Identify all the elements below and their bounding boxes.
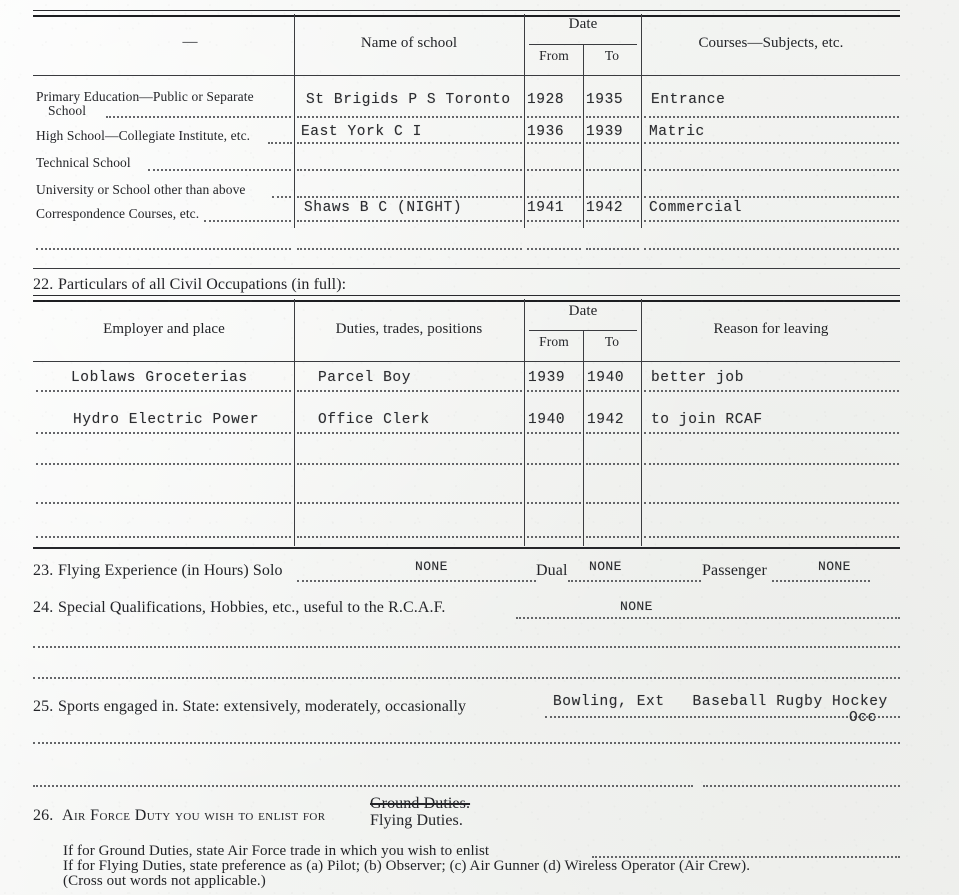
- occupations-value-row2-from: 1940: [528, 412, 566, 428]
- occupations-row5-dots-employer: [36, 536, 291, 538]
- education-table-bottom-rule: [33, 268, 900, 269]
- occupations-row3-dots-reason: [644, 463, 899, 465]
- occupations-row5-dots-reason: [644, 536, 899, 538]
- education-row-dots-primary-school: [297, 116, 522, 118]
- education-row-dots-university-courses: [644, 196, 899, 198]
- occupations-row3-dots-from: [527, 463, 581, 465]
- occupations-row4-dots-employer: [36, 502, 291, 504]
- occupations-date-group-rule: [529, 330, 637, 331]
- education-value-highschool-school: East York C I: [301, 124, 422, 140]
- education-row-dots-correspondence-from: [527, 220, 581, 222]
- item26-option-ground-duties: Ground Duties.: [370, 795, 471, 812]
- education-row-dots-blank-courses: [644, 248, 899, 250]
- occupations-table-top-rule: [33, 295, 900, 302]
- education-table-top-rule: [33, 10, 900, 17]
- education-row-dots-primary-label: [106, 116, 291, 118]
- item23-label: Flying Experience (in Hours) Solo: [58, 562, 283, 579]
- occupations-row3-dots-to: [586, 463, 639, 465]
- occupations-value-row2-to: 1942: [587, 412, 625, 428]
- education-row-dots-highschool-school: [297, 142, 522, 144]
- education-value-correspondence-school: Shaws B C (NIGHT): [304, 200, 463, 216]
- item25-value-line2: Occ: [849, 710, 877, 726]
- item26-note-line3: (Cross out words not applicable.): [63, 873, 266, 889]
- occupations-header-employer: Employer and place: [103, 321, 225, 337]
- occupations-header-reason: Reason for leaving: [713, 321, 829, 337]
- item24-dots: [516, 617, 900, 619]
- occupations-row1-dots-to: [586, 390, 639, 392]
- occupations-row2-dots-to: [586, 432, 639, 434]
- occupations-value-row1-reason: better job: [651, 370, 745, 386]
- occupations-header-date-to: To: [604, 334, 620, 349]
- occupations-col-divider-date: [524, 299, 525, 546]
- education-row-dots-technical-to: [586, 169, 639, 171]
- education-value-correspondence-from: 1941: [527, 200, 565, 216]
- item23-passenger-label: Passenger: [702, 562, 767, 579]
- item23-dual-label: Dual: [536, 562, 568, 579]
- item24-label: Special Qualifications, Hobbies, etc., useful to the R.C.A.F.: [58, 599, 446, 616]
- item22-number: 22.: [33, 276, 54, 293]
- occupations-row2-dots-duties: [297, 432, 522, 434]
- education-row-dots-university-to: [586, 196, 639, 198]
- education-row-label-university: University or School other than above: [36, 182, 246, 197]
- occupations-header-date: Date: [568, 303, 598, 319]
- occupations-row5-dots-from: [527, 536, 581, 538]
- education-row-dots-correspondence-school: [297, 220, 522, 222]
- education-value-highschool-to: 1939: [586, 124, 624, 140]
- education-row-dots-correspondence-label: [204, 220, 291, 222]
- education-value-correspondence-courses: Commercial: [649, 200, 743, 216]
- occupations-col-divider-fromto: [583, 331, 584, 546]
- occupations-col-divider-employer: [294, 299, 295, 546]
- education-row-dots-blank-label: [36, 248, 291, 250]
- education-header-date-to: To: [604, 48, 620, 63]
- education-col-divider-fromto: [583, 45, 584, 228]
- item25-blank-line-2: [33, 785, 693, 787]
- occupations-row1-dots-duties: [297, 390, 522, 392]
- occupations-value-row1-from: 1939: [528, 370, 566, 386]
- education-row-label-correspondence: Correspondence Courses, etc.: [36, 206, 200, 221]
- occupations-value-row2-employer: Hydro Electric Power: [73, 412, 260, 428]
- education-row-dots-blank-school: [297, 248, 522, 250]
- education-row-dots-university-school: [297, 196, 522, 198]
- education-col-divider-date: [524, 14, 525, 228]
- occupations-header-date-from: From: [539, 334, 569, 349]
- item23-value-dual: NONE: [589, 559, 622, 574]
- education-value-primary-school: St Brigids P S Toronto: [306, 92, 511, 108]
- education-header-date-from: From: [539, 48, 569, 63]
- education-row-dots-technical-courses: [644, 169, 899, 171]
- occupations-row1-dots-from: [527, 390, 581, 392]
- education-row-dots-highschool-courses: [644, 142, 899, 144]
- occupations-value-row1-duties: Parcel Boy: [318, 370, 412, 386]
- education-row-dots-primary-to: [586, 116, 639, 118]
- education-col-divider-school: [294, 14, 295, 228]
- occupations-row4-dots-duties: [297, 502, 522, 504]
- occupations-value-row1-employer: Loblaws Groceterias: [71, 370, 248, 386]
- occupations-row1-dots-employer: [36, 390, 291, 392]
- occupations-row3-dots-employer: [36, 463, 291, 465]
- item22-title: Particulars of all Civil Occupations (in full):: [58, 276, 347, 293]
- education-date-group-rule: [529, 44, 637, 45]
- education-value-primary-from: 1928: [527, 92, 565, 108]
- item25-blank-line-1: [33, 742, 900, 744]
- occupations-row5-dots-to: [586, 536, 639, 538]
- education-row-dots-correspondence-courses: [644, 220, 899, 222]
- occupations-row4-dots-from: [527, 502, 581, 504]
- item25-label: Sports engaged in. State: extensively, moderately, occasionally: [58, 698, 467, 715]
- education-header-date: Date: [568, 16, 598, 32]
- item25-number: 25.: [33, 698, 54, 715]
- occupations-value-row2-reason: to join RCAF: [651, 412, 763, 428]
- item23-number: 23.: [33, 562, 54, 579]
- education-col-divider-courses: [641, 14, 642, 228]
- item24-blank-line-2: [33, 677, 900, 679]
- occupations-row3-dots-duties: [297, 463, 522, 465]
- item23-dots-solo: [297, 580, 536, 582]
- item24-blank-line-1: [33, 646, 900, 648]
- education-header-bottom-rule: [33, 75, 900, 76]
- occupations-table-bottom-rule: [33, 547, 900, 549]
- item26-number: 26.: [33, 807, 54, 824]
- education-value-correspondence-to: 1942: [586, 200, 624, 216]
- education-row-dots-blank-from: [527, 248, 581, 250]
- item23-value-passenger: NONE: [818, 559, 851, 574]
- education-row-dots-primary-courses: [644, 116, 899, 118]
- item26-note-line2: If for Flying Duties, state preference as (a) Pilot; (b) Observer; (c) Air Gunner (d) Wireless Operator (Air Crew).: [63, 858, 751, 874]
- item26-option-flying-duties: Flying Duties.: [370, 812, 463, 829]
- education-row-label-technical: Technical School: [36, 155, 131, 170]
- item25-dots: [545, 716, 900, 718]
- education-row-dots-university-from: [527, 196, 581, 198]
- item23-dots-passenger: [772, 580, 870, 582]
- occupations-value-row2-duties: Office Clerk: [318, 412, 430, 428]
- occupations-header-bottom-rule: [33, 361, 900, 362]
- education-row-dots-highschool-label: [268, 142, 292, 144]
- occupations-header-duties: Duties, trades, positions: [335, 321, 483, 337]
- education-row-dots-technical-from: [527, 169, 581, 171]
- occupations-row2-dots-reason: [644, 432, 899, 434]
- item24-number: 24.: [33, 599, 54, 616]
- education-value-highschool-courses: Matric: [649, 124, 705, 140]
- education-row-label-primary-line1: Primary Education—Public or Separate: [36, 89, 254, 104]
- education-header-rowlabel: —: [182, 34, 198, 50]
- occupations-row2-dots-employer: [36, 432, 291, 434]
- occupations-row5-dots-duties: [297, 536, 522, 538]
- item24-value: NONE: [620, 599, 653, 614]
- item25-blank-line-2b: [703, 785, 900, 787]
- education-value-highschool-from: 1936: [527, 124, 565, 140]
- education-row-dots-university-label: [272, 196, 291, 198]
- item23-dots-dual: [568, 580, 701, 582]
- occupations-row2-dots-from: [527, 432, 581, 434]
- education-row-label-highschool: High School—Collegiate Institute, etc.: [36, 128, 251, 143]
- education-row-dots-highschool-from: [527, 142, 581, 144]
- occupations-row4-dots-to: [586, 502, 639, 504]
- education-row-dots-primary-from: [527, 116, 581, 118]
- education-row-dots-blank-to: [586, 248, 639, 250]
- occupations-row1-dots-reason: [644, 390, 899, 392]
- education-value-primary-courses: Entrance: [651, 92, 726, 108]
- item23-value-solo: NONE: [415, 559, 448, 574]
- occupations-row4-dots-reason: [644, 502, 899, 504]
- education-header-courses: Courses—Subjects, etc.: [698, 35, 844, 51]
- item26-note-line1: If for Ground Duties, state Air Force trade in which you wish to enlist: [63, 843, 490, 859]
- education-row-label-primary-line2: School: [48, 103, 87, 118]
- education-row-dots-technical-school: [297, 169, 522, 171]
- education-row-dots-highschool-to: [586, 142, 639, 144]
- occupations-value-row1-to: 1940: [587, 370, 625, 386]
- education-header-name-of-school: Name of school: [360, 35, 458, 51]
- education-row-dots-correspondence-to: [586, 220, 639, 222]
- item25-value-line1: Bowling, Ext Baseball Rugby Hockey: [553, 694, 888, 710]
- education-row-dots-technical-label: [148, 169, 291, 171]
- education-value-primary-to: 1935: [586, 92, 624, 108]
- occupations-col-divider-reason: [641, 299, 642, 546]
- item26-label: Air Force Duty you wish to enlist for: [62, 807, 326, 824]
